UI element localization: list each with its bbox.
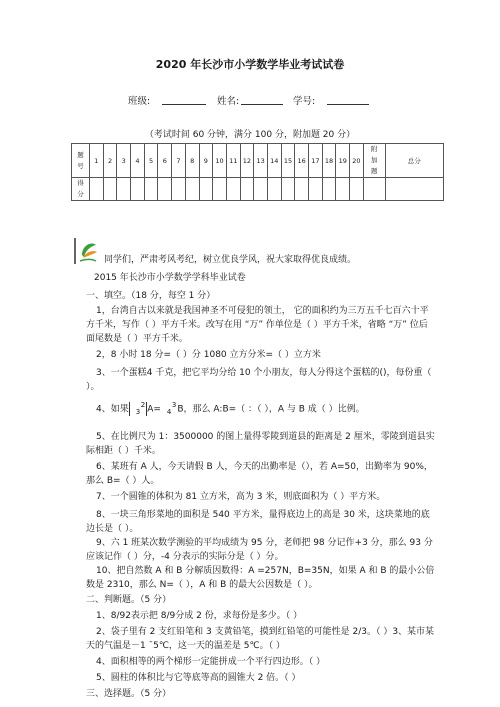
question-4-mid: A= <box>147 404 161 415</box>
question-5: 5、在比例尺为 1：3500000 的图上量得零陵到道县的距离是 2 厘米，零陵到道县实际相距（ ）千米。 <box>86 432 435 456</box>
question-number-cell: 13 <box>254 144 268 178</box>
section-fill-in-heading: 一、填空。（18 分，每空 1 分） <box>86 291 216 301</box>
number-label: 学号: <box>293 96 316 107</box>
question-4 <box>86 402 436 417</box>
question-number-cell: 14 <box>267 144 281 178</box>
fraction-b: 3 4 <box>166 401 177 416</box>
fraction-a: 2 3 <box>129 402 147 416</box>
question-7: 7、一个圆锥的体积为 81 立方米，高为 3 米，则底面积为（ ）平方米。 <box>96 492 386 502</box>
question-number-cell: 4 <box>131 144 145 178</box>
score-cell[interactable] <box>144 178 158 201</box>
judge-5: 5、圆柱的体积比与它等底等高的圆锥大 2 倍。（ ） <box>96 673 301 683</box>
score-cell[interactable] <box>240 178 254 201</box>
question-10: 10、把自然数 A 和 B 分解质因数得：A =257N，B=35N，如果 A 和 B 的最小公倍数是 2310，那么 N=（ ），A 和 B 的最大公因数是（ ）。 <box>86 566 435 590</box>
question-number-cell: 6 <box>158 144 172 178</box>
total-header: 总分 <box>385 144 443 178</box>
score-cell[interactable] <box>226 178 240 201</box>
section-judge-heading: 二、判断题。（5 分） <box>86 595 172 605</box>
judge-1: 1、8/92表示把 8/9分成 2 份，求每份是多少。（ ） <box>96 611 303 621</box>
question-number-cell: 3 <box>117 144 131 178</box>
score-cell[interactable] <box>131 178 145 201</box>
question-6: 6、某班有 A 人，今天请假 B 人，今天的出勤率是（），若 A=50，出勤率为 90%，那么 B=（ ）人。 <box>86 462 433 486</box>
score-cell[interactable] <box>90 178 104 201</box>
question-number-cell: 1 <box>90 144 104 178</box>
question-number-cell: 11 <box>226 144 240 178</box>
school-logo-icon <box>74 237 100 265</box>
question-3: 3、一个蛋糕4 千克，把它平均分给 10 个小朋友，每人分得这个蛋糕的()，每份重（ ）。 <box>86 368 432 392</box>
question-number-cell: 19 <box>336 144 350 178</box>
score-cell[interactable] <box>309 178 323 201</box>
subtitle: 2015 年长沙市小学数学学科毕业试卷 <box>94 273 246 283</box>
section-choice-heading: 三、选择题。（5 分） <box>86 689 172 699</box>
question-2: 2，8 小时 18 分=（ ）分 1080 立方分米=（ ）立方米 <box>96 350 321 360</box>
score-table-header: 题号 <box>72 144 90 178</box>
question-number-cell: 18 <box>322 144 336 178</box>
question-number-cell: 7 <box>172 144 186 178</box>
score-cell[interactable] <box>350 178 364 201</box>
question-number-cell: 17 <box>309 144 323 178</box>
question-4-prefix: 4、如果 <box>96 404 129 415</box>
exam-note: （考试时间 60 分钟，满分 100 分，附加题 20 分） <box>144 130 356 140</box>
score-row-header: 得分 <box>72 178 90 201</box>
score-cell[interactable] <box>295 178 309 201</box>
score-cell[interactable] <box>336 178 350 201</box>
motto-text: 同学们，严肃考风考纪，树立优良学风，祝大家取得优良成绩。 <box>104 255 357 265</box>
question-number-cell: 8 <box>185 144 199 178</box>
score-cell[interactable] <box>213 178 227 201</box>
question-number-cell: 10 <box>213 144 227 178</box>
judge-4: 4、面积相等的两个梯形一定能拼成一个平行四边形。（ ） <box>96 657 326 667</box>
score-cell[interactable] <box>281 178 295 201</box>
question-1: 1，台湾自古以来就是我国神圣不可侵犯的领土， 它的面积约为三万五千七百六十平方千米，写作（ ）平方千米。改写在用 “万” 作单位是（ ）平方千米，省略 “万” 位后面尾数是（ ）平方千米。 <box>86 306 429 344</box>
score-cell[interactable] <box>254 178 268 201</box>
question-number-cell: 5 <box>144 144 158 178</box>
question-number-cell: 16 <box>295 144 309 178</box>
question-number-cell: 2 <box>103 144 117 178</box>
question-number-cell: 9 <box>199 144 213 178</box>
page-title: 2020 年长沙市小学数学毕业考试试卷 <box>155 58 345 71</box>
name-label: 姓名: <box>217 96 240 107</box>
name-field[interactable] <box>241 104 283 105</box>
score-cell[interactable] <box>185 178 199 201</box>
extra-score-cell[interactable] <box>363 178 385 201</box>
question-8: 8、一块三角形菜地的面积是 540 平方米，量得底边上的高是 30 米，这块菜地的底边长是（ ）。 <box>86 510 430 534</box>
score-cell[interactable] <box>103 178 117 201</box>
judge-2-3: 2、袋子里有 2 支红铅笔和 3 支黄铅笔，摸到红铅笔的可能性是 2/3。（ ）3、某市某天的气温是－1 ¯5℃，这一天的温差是 5℃。（ ） <box>86 627 435 651</box>
number-field[interactable] <box>327 104 369 105</box>
score-cell[interactable] <box>199 178 213 201</box>
question-number-cell: 15 <box>281 144 295 178</box>
score-cell[interactable] <box>267 178 281 201</box>
score-cell[interactable] <box>172 178 186 201</box>
score-cell[interactable] <box>158 178 172 201</box>
question-number-cell: 12 <box>240 144 254 178</box>
score-table <box>71 143 444 201</box>
extra-question-header: 附加题 <box>363 144 385 178</box>
class-field[interactable] <box>162 104 206 105</box>
score-cell[interactable] <box>322 178 336 201</box>
question-4-suffix: B，那么 A:B=（ ：（ ），A 与 B 成（ ）比例。 <box>177 404 365 415</box>
total-score-cell[interactable] <box>385 178 443 201</box>
question-9: 9、六 1 班某次数学测验的平均成绩为 95 分，老师把 98 分记作+3 分，那么 93 分应该记作（ ）分，-4 分表示的实际分是（ ）分。 <box>86 538 433 562</box>
question-number-cell: 20 <box>350 144 364 178</box>
score-cell[interactable] <box>117 178 131 201</box>
class-label: 班级: <box>128 96 151 107</box>
